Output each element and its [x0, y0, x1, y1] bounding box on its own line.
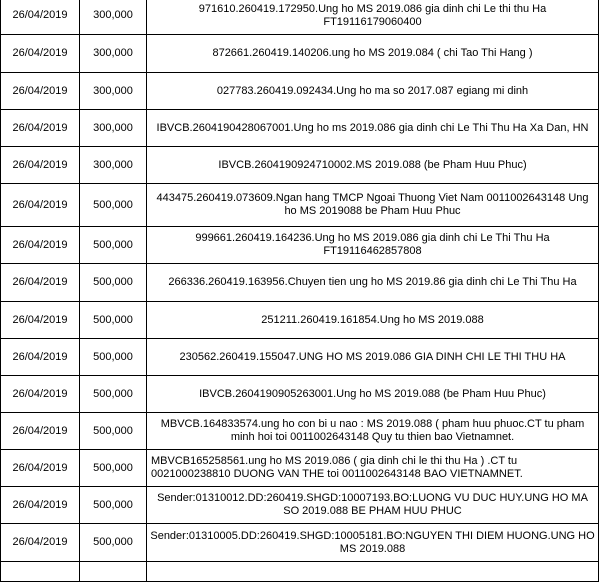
date-cell: [1, 562, 80, 582]
amount-cell: 500,000: [80, 339, 147, 376]
description-cell: MBVCB.164833574.ung ho con bi u nao : MS 2019.088 ( pham huu phuoc.CT tu pham minh hoi toi 0011002643148 Quy tu thien bao Vietnamnet.: [147, 413, 599, 450]
amount-cell: 500,000: [80, 524, 147, 562]
table-row: [1, 302, 599, 339]
description-cell: 251211.260419.161854.Ung ho MS 2019.088: [147, 302, 599, 339]
date-cell: 26/04/2019: [1, 339, 80, 376]
amount-cell: 300,000: [80, 73, 147, 110]
table-row: [1, 35, 599, 73]
description-cell: Sender:01310005.DD:260419.SHGD:10005181.BO:NGUYEN THI DIEM HUONG.UNG HO MS 2019.088: [147, 524, 599, 562]
amount-cell: 300,000: [80, 0, 147, 35]
description-cell: 999661.260419.164236.Ung ho MS 2019.086 gia dinh chi Le Thi Thu Ha FT19116462857808: [147, 227, 599, 264]
table-row: [1, 184, 599, 227]
amount-cell: 500,000: [80, 264, 147, 302]
description-cell: IBVCB.2604190905263001.Ung ho MS 2019.088 (be Pham Huu Phuc): [147, 376, 599, 413]
table-row: [1, 487, 599, 524]
date-cell: 26/04/2019: [1, 264, 80, 302]
table-row: [1, 73, 599, 110]
description-cell: 230562.260419.155047.UNG HO MS 2019.086 GIA DINH CHI LE THI THU HA: [147, 339, 599, 376]
description-cell: MBVCB165258561.ung ho MS 2019.086 ( gia dinh chi le thi thu Ha ) .CT tu 0021000238810 DUONG VAN THE toi 0011002643148 BAO VIETNAMNET.: [147, 450, 599, 487]
date-cell: 26/04/2019: [1, 376, 80, 413]
table-row: [1, 339, 599, 376]
table-row: [1, 227, 599, 264]
amount-cell: 500,000: [80, 487, 147, 524]
date-cell: 26/04/2019: [1, 487, 80, 524]
table-row: [1, 562, 599, 582]
amount-cell: 300,000: [80, 110, 147, 147]
date-cell: 26/04/2019: [1, 524, 80, 562]
description-cell: 971610.260419.172950.Ung ho MS 2019.086 gia dinh chi Le thi thu Ha FT19116179060400: [147, 0, 599, 35]
amount-cell: 500,000: [80, 227, 147, 264]
description-cell: 872661.260419.140206.ung ho MS 2019.084 ( chi Tao Thi Hang ): [147, 35, 599, 73]
table-row: [1, 264, 599, 302]
table-row: [1, 524, 599, 562]
amount-cell: 500,000: [80, 184, 147, 227]
date-cell: 26/04/2019: [1, 413, 80, 450]
date-cell: 26/04/2019: [1, 35, 80, 73]
table-row: [1, 0, 599, 35]
amount-cell: 500,000: [80, 450, 147, 487]
description-cell: [147, 562, 599, 582]
amount-cell: 500,000: [80, 413, 147, 450]
table-row: [1, 413, 599, 450]
date-cell: 26/04/2019: [1, 184, 80, 227]
description-cell: 443475.260419.073609.Ngan hang TMCP Ngoai Thuong Viet Nam 0011002643148 Ung ho MS 2019088 be Pham Huu Phuc: [147, 184, 599, 227]
description-cell: Sender:01310012.DD:260419.SHGD:10007193.BO:LUONG VU DUC HUY.UNG HO MA SO 2019.088 BE PHAM HUU PHUC: [147, 487, 599, 524]
description-cell: 266336.260419.163956.Chuyen tien ung ho MS 2019.86 gia dinh chi Le Thi Thu Ha: [147, 264, 599, 302]
date-cell: 26/04/2019: [1, 147, 80, 184]
date-cell: 26/04/2019: [1, 73, 80, 110]
description-cell: IBVCB.2604190428067001.Ung ho ms 2019.086 gia dinh chi Le Thi Thu Ha Xa Dan, HN: [147, 110, 599, 147]
date-cell: 26/04/2019: [1, 110, 80, 147]
amount-cell: 300,000: [80, 35, 147, 73]
amount-cell: 500,000: [80, 376, 147, 413]
table-row: [1, 110, 599, 147]
date-cell: 26/04/2019: [1, 0, 80, 35]
amount-cell: 500,000: [80, 302, 147, 339]
date-cell: 26/04/2019: [1, 450, 80, 487]
table-row: [1, 147, 599, 184]
transaction-table-body: [1, 0, 599, 582]
date-cell: 26/04/2019: [1, 227, 80, 264]
description-cell: IBVCB.2604190924710002.MS 2019.088 (be Pham Huu Phuc): [147, 147, 599, 184]
table-row: [1, 376, 599, 413]
amount-cell: [80, 562, 147, 582]
description-cell: 027783.260419.092434.Ung ho ma so 2017.087 egiang mi dinh: [147, 73, 599, 110]
date-cell: 26/04/2019: [1, 302, 80, 339]
amount-cell: 300,000: [80, 147, 147, 184]
table-row: [1, 450, 599, 487]
